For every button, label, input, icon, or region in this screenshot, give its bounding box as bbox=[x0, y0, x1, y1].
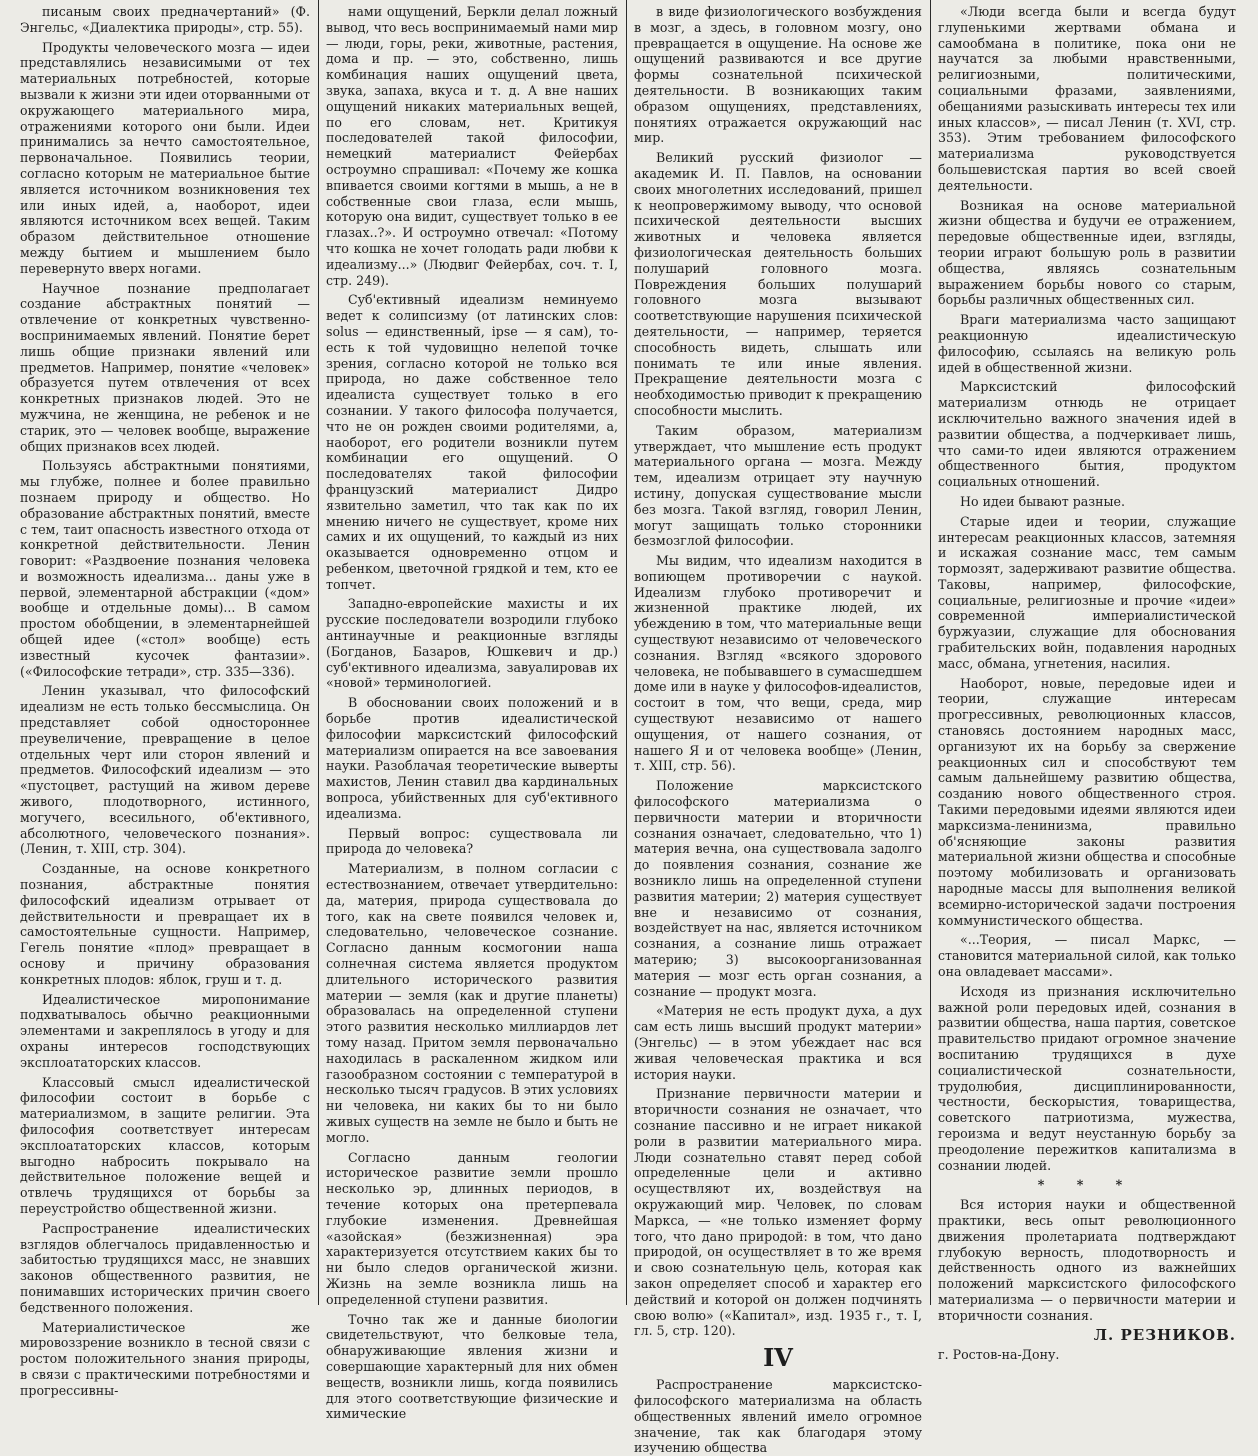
paragraph: В обосновании своих положений и в борьбе против идеалистической философии марксистский философский материализм опирается на все завоевания науки. Разоблачая теоретические выверты махистов, Ленин ставил два кардинальных вопроса, убийственных для суб'ективного идеализма. bbox=[326, 695, 618, 821]
column-4 bbox=[932, 0, 1242, 1363]
column-3-after-body bbox=[634, 1377, 922, 1456]
column-rule bbox=[930, 0, 931, 1305]
column-2 bbox=[320, 0, 624, 1422]
section-number: IV bbox=[763, 1343, 793, 1373]
paragraph: Распространение идеалистических взглядов облегчалось придавленностью и забитостью трудящихся масс, не знавших законов общественного развития, не понимавших исторических причин своего бедственного положения. bbox=[20, 1220, 310, 1315]
paragraph: Вся история науки и общественной практики, весь опыт революционного движения пролетариата подтверждают глубокую верность, плодотворность и действенность одного из важнейших положений марксистского философского материализма — о первичности материи и вторичности сознания. bbox=[938, 1197, 1236, 1323]
paragraph: Марксистский философский материализм отнюдь не отрицает исключительно важного значения идей в развитии общества, а подчеркивает лишь, что сами-то идеи являются отражением общественного бытия, продуктом социальных отношений. bbox=[938, 379, 1236, 490]
column-rule bbox=[626, 0, 627, 1305]
paragraph: в виде физиологического возбуждения в мозг, а здесь, в головном мозгу, оно превращается в ощущение. На основе же ощущений развиваются и все другие формы сознательной психической деятельности. В возникающих таким образом ощущениях, представлениях, понятиях отражается окружающий нас мир. bbox=[634, 4, 922, 146]
column-3 bbox=[628, 0, 928, 1456]
paragraph: Суб'ективный идеализм неминуемо ведет к солипсизму (от латинских слов: solus — единственный, ipse — я сам), то-есть к той чудовищно нелепой точке зрения, согласно которой не только вся природа, но даже собственное тело идеалиста существует только в его сознании. У такого философа получается, что не он рожден своими родителями, а, наоборот, его родители возникли путем комбинации его ощущений. О последователях такой философии французский материалист Дидро язвительно заметил, что так как по их мнению ничего не существует, кроме них самих и их ощущений, то каждый из них оказывается одновременно отцом и ребенком, цветочной грядкой и тем, кто ее топчет. bbox=[326, 292, 618, 592]
column-4-body bbox=[938, 4, 1236, 1173]
column-rule bbox=[318, 0, 319, 1305]
author-place: г. Ростов-на-Дону. bbox=[938, 1347, 1060, 1363]
paragraph: Ленин указывал, что философский идеализм не есть только бессмыслица. Он представляет собой одностороннее преувеличение, превращение в целое отдельных черт или сторон явлений и предметов. Философский идеализм — это «пустоцвет, растущий на живом дереве живого, плодотворного, истинного, могучего, всесильного, об'ективного, абсолютного, человеческого познания». (Ленин, т. XIII, стр. 304). bbox=[20, 683, 310, 857]
paragraph: Продукты человеческого мозга — идеи представлялись независимыми от тех материальных потребностей, которые вызвали к жизни эти идеи оторванными от окружающего материального мира, отражениями которого они были. Идеи принимались за нечто самостоятельное, первоначальное. Появились теории, согласно которым не материальное бытие является источником возникновения тех или иных идей, а, наоборот, идеи являются источником всех вещей. Таким образом действительное отношение между бытием и мышлением было перевернуто вверх ногами. bbox=[20, 39, 310, 276]
column-1-body bbox=[20, 4, 310, 1399]
column-1 bbox=[14, 0, 316, 1398]
paragraph: «Материя не есть продукт духа, а дух сам есть лишь высший продукт материи» (Энгельс) — в этом убеждает нас вся живая человеческая практика и вся история науки. bbox=[634, 1003, 922, 1082]
paragraph: Первый вопрос: существовала ли природа до человека? bbox=[326, 825, 618, 857]
paragraph: Материалистическое же мировоззрение возникло в тесной связи с ростом положительного знания природы, в связи с практическими потребностями и прогрессивны- bbox=[20, 1319, 310, 1398]
column-3-body bbox=[634, 4, 922, 1339]
section-separator: * * * bbox=[1037, 1177, 1137, 1193]
paragraph: Старые идеи и теории, служащие интересам реакционных классов, затемняя и искажая сознание масс, тем самым тормозят, задерживают развитие общества. Таковы, например, философские, социальные, религиозные и прочие «идеи» современной империалистической буржуазии, служащие для обоснования грабительских войн, подавления народных масс, обмана, угнетения, насилия. bbox=[938, 513, 1236, 671]
paragraph: Таким образом, материализм утверждает, что мышление есть продукт материального органа — мозга. Между тем, идеализм отрицает эту научную истину, допуская существование мысли без мозга. Такой взгляд, говорил Ленин, могут защищать только сторонники безмозглой философии. bbox=[634, 422, 922, 549]
paragraph: Созданные, на основе конкретного познания, абстрактные понятия философский идеализм отрывает от действительности и превращает их в самостоятельные сущности. Например, Гегель понятие «плод» превращает в основу и причину образования конкретных плодов: яблок, груш и т. д. bbox=[20, 861, 310, 987]
paragraph: Точно так же и данные биологии свидетельствуют, что белковые тела, обнаруживающие явления жизни и совершающие характерный для них обмен веществ, возникли лишь, когда появились для этого соответствующие физические и химические bbox=[326, 1311, 618, 1422]
paragraph: Научное познание предполагает создание абстрактных понятий — отвлечение от конкретных чувственно-воспринимаемых явлений. Понятие берет лишь общие признаки явлений или предметов. Например, понятие «человек» образуется путем отвлечения от всех конкретных признаков людей. Это не мужчина, не женщина, не ребенок и не старик, это — человек вообще, выражение общих признаков всех людей. bbox=[20, 280, 310, 454]
paragraph: Враги материализма часто защищают реакционную идеалистическую философию, ссылаясь на великую роль идей в общественной жизни. bbox=[938, 312, 1236, 375]
paragraph: «Люди всегда были и всегда будут глупенькими жертвами обмана и самообмана в политике, пока они не научатся за любыми нравственными, религиозными, политическими, социальными фразами, заявлениями, обещаниями разыскивать интересы тех или иных классов», — писал Ленин (т. XVI, стр. 353). Этим требованием философского материализма руководствуется большевистская партия во всей своей деятельности. bbox=[938, 4, 1236, 193]
paragraph: Возникая на основе материальной жизни общества и будучи ее отражением, передовые общественные идеи, взгляды, теории играют большую роль в развитии общества, являясь сознательным выражением борьбы нового со старым, борьбы различных общественных сил. bbox=[938, 197, 1236, 308]
paragraph: Наоборот, новые, передовые идеи и теории, служащие интересам прогрессивных, революционных классов, становясь достоянием народных масс, организуют их на борьбу за свержение реакционных сил и способствуют тем самым дальнейшему развитию общества, созданию нового общественного строя. Такими передовыми идеями являются идеи марксизма-ленинизма, правильно об'ясняющие законы развития материальной жизни общества и способные поэтому мобилизовать и организовать народные массы для выполнения великой всемирно-исторической задачи построения коммунистического общества. bbox=[938, 675, 1236, 928]
paragraph: Но идеи бывают разные. bbox=[960, 493, 1126, 509]
author-signature: Л. РЕЗНИКОВ. bbox=[1093, 1325, 1236, 1344]
paragraph: Идеалистическое миропонимание подхватывалось обычно реакционными элементами и закреплялось в угоду и для охраны интересов господствующих эксплоататорских классов. bbox=[20, 991, 310, 1070]
column-4-after-body bbox=[938, 1197, 1236, 1323]
paragraph: Положение марксистского философского материализма о первичности материи и вторичности сознания означает, следовательно, что 1) материя вечна, она существовала задолго до появления сознания, сознание же возникло лишь на определенной ступени развития материи; 2) материя существует вне и независимо от сознания, воздействует на нас, является источником сознания, а сознание лишь отражает материю; 3) высокоорганизованная материя — мозг есть орган сознания, а сознание — продукт мозга. bbox=[634, 778, 922, 999]
column-2-body bbox=[326, 4, 618, 1422]
paragraph: Мы видим, что идеализм находится в вопиющем противоречии с наукой. Идеализм глубоко противоречит и жизненной практике людей, их убеждению в том, что материальные вещи существуют независимо от человеческого сознания. Взгляд «всякого здорового человека, не побывавшего в сумасшедшем доме или в науке у философов-идеалистов, состоит в том, что вещи, среда, мир существуют независимо от нашего ощущения, от нашего сознания, от нашего Я и от человека вообще» (Ленин, т. XIII, стр. 56). bbox=[634, 553, 922, 774]
paragraph: Западно-европейские махисты и их русские последователи возродили глубоко антинаучные и реакционные взгляды (Богданов, Базаров, Юшкевич и др.) суб'ективного идеализма, завуалировав их «новой» терминологией. bbox=[326, 596, 618, 691]
paragraph: «...Теория, — писал Маркс, — становится материальной силой, как только она овладевает массами». bbox=[938, 932, 1236, 980]
paragraph: Исходя из признания исключительно важной роли передовых идей, сознания в развитии общества, наша партия, советское правительство придают огромное значение воспитанию трудящихся в духе социалистической сознательности, трудолюбия, дисциплинированности, честности, бескорыстия, товарищества, советского патриотизма, мужества, героизма и ведут неустанную борьбу за преодоление пережитков капитализма в сознании людей. bbox=[938, 983, 1236, 1173]
paragraph: Согласно данным геологии историческое развитие земли прошло несколько эр, длинных периодов, в течение которых она претерпевала глубокие изменения. Древнейшая «азойская» (безжизненная) эра характеризуется отсутствием каких бы то ни было следов органической жизни. Жизнь на земле возникла лишь на определенной ступени развития. bbox=[326, 1149, 618, 1307]
paragraph: нами ощущений, Беркли делал ложный вывод, что весь воспринимаемый нами мир — люди, горы, реки, животные, растения, дома и пр. — это, собственно, лишь комбинация наших ощущений цвета, звука, запаха, вкуса и т. д. А вне наших ощущений никаких материальных вещей, по его словам, нет. Критикуя последователей такой философии, немецкий материалист Фейербах остроумно спрашивал: «Почему же кошка впивается своими когтями в мышь, а не в собственные свои глаза, если мышь, которую она видит, существует только в ее глазах..?». И остроумно отвечал: «Потому что кошка не хочет голодать ради любви к идеализму...» (Людвиг Фейербах, соч. т. I, стр. 249). bbox=[326, 4, 618, 288]
paragraph: писаным своих предначертаний» (Ф. Энгельс, «Диалектика природы», стр. 55). bbox=[20, 4, 310, 35]
paragraph: Распространение марксистско-философского материализма на область общественных явлений имело огромное значение, так как благодаря этому изучению общества bbox=[634, 1377, 922, 1456]
paragraph: Пользуясь абстрактными понятиями, мы глубже, полнее и более правильно познаем природу и общество. Но образование абстрактных понятий, вместе с тем, таит опасность известного отхода от конкретной действительности. Ленин говорит: «Раздвоение познания человека и возможность идеализма... даны уже в первой, элементарной абстракции («дом» вообще и отдельные домы)... В самом простом обобщении, в элементарнейшей общей идее («стол» вообще) есть известный кусочек фантазии». («Философские тетради», стр. 335—336). bbox=[20, 458, 310, 679]
paragraph: Классовый смысл идеалистической философии состоит в борьбе с материализмом, в защите религии. Эта философия соответствует интересам эксплоататорских классов, которым выгодно набросить покрывало на действительное положение вещей и отвлечь трудящихся от борьбы за переустройство общественной жизни. bbox=[20, 1074, 310, 1216]
paragraph: Великий русский физиолог — академик И. П. Павлов, на основании своих многолетних исследований, пришел к неопровержимому выводу, что основой психической деятельности высших животных и человека является физиологическая деятельность больших полушарий головного мозга. Повреждения больших полушарий головного мозга вызывают соответствующие нарушения психической деятельности, — например, теряется способность видеть, слышать или понимать те или иные явления. Прекращение деятельности мозга с необходимостью приводит к прекращению способности мыслить. bbox=[634, 150, 922, 418]
paragraph: Материализм, в полном согласии с естествознанием, отвечает утвердительно: да, материя, природа существовала до того, как на свете появился человек и, следовательно, человеческое сознание. Согласно данным космогонии наша солнечная система является продуктом длительного исторического развития материи — земля (как и другие планеты) образовалась на определенной ступени этого развития несколько миллиардов лет тому назад. Притом земля первоначально находилась в раскаленном жидком или газообразном состоянии с температурой в несколько тысяч градусов. В этих условиях ни человека, ни каких бы то ни было живых существ на земле не было и быть не могло. bbox=[326, 861, 618, 1145]
paragraph: Признание первичности материи и вторичности сознания не означает, что сознание пассивно и не играет никакой роли в развитии материального мира. Люди сознательно ставят перед собой определенные цели и активно осуществляют их, воздействуя на окружающий мир. Человек, по словам Маркса, — «не только изменяет форму того, что дано природой: в том, что дано природой, он осуществляет в то же время и свою сознательную цель, которая как закон определяет способ и характер его действий и которой он должен подчинять свою волю» («Капитал», изд. 1935 г., т. I, гл. 5, стр. 120). bbox=[634, 1086, 922, 1339]
